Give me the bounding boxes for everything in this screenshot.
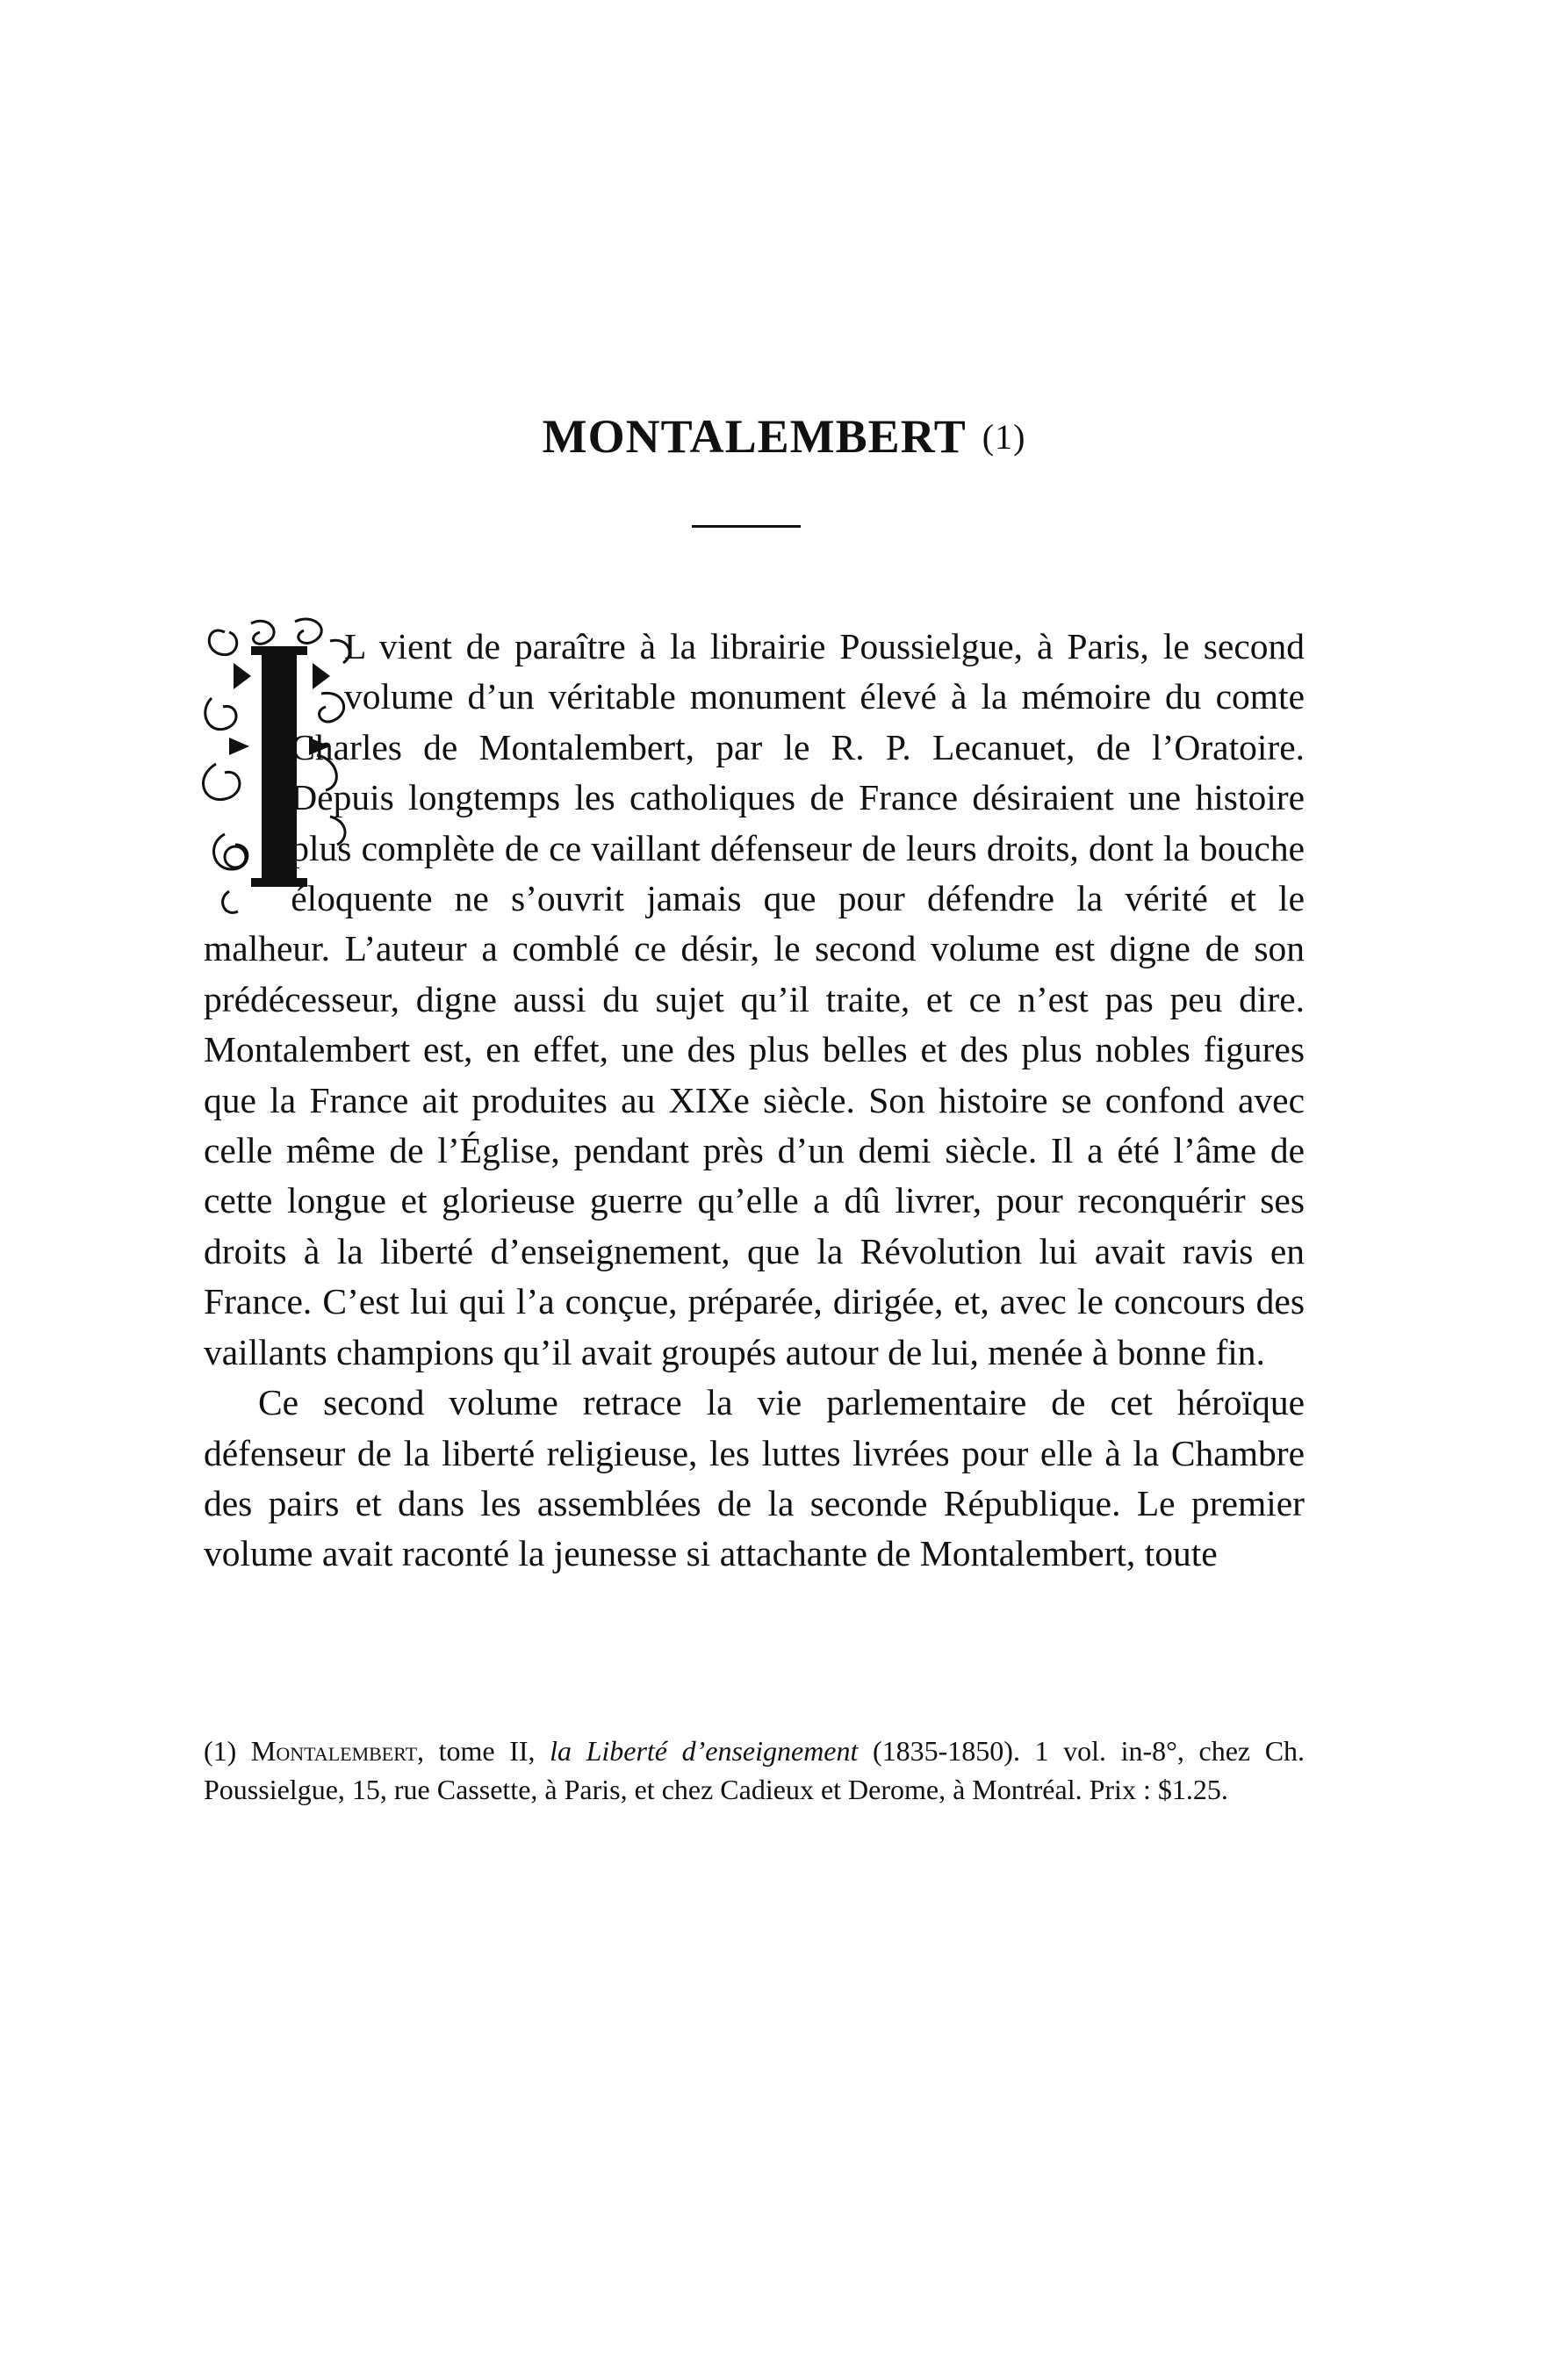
paragraph-2: Ce second volume retrace la vie parlementaire de cet héroïque défenseur de la liberté religieuse, les luttes livrées pour elle à la Chambre des pairs et dans les assemblées de la seconde République. Le premier volume avait raconté la jeunesse si attachante de Montalembert, toute [204,1382,1305,1574]
paragraph-1: L vient de paraître à la librairie Poussielgue, à Paris, le second volume d’un véritable monument élevé à la mémoire du comte Charles de Montalembert, par le R. P. Lecanuet, de l’Oratoire. Depuis longtemps les catholiques de France désiraient une histoire plus complète de ce vaillant défenseur de leurs droits, dont la bouche éloquente ne s’ouvrit jamais que pour défendre la vérité et le malheur. L’auteur a comblé ce désir, le second volume est digne de son prédécesseur, digne aussi du sujet qu’il traite, et ce n’est pas peu dire. Montalembert est, en effet, une des plus belles et des plus nobles figures que la France ait produites au XIXe siècle. Son histoire se confond avec celle même de l’Église, pendant près d’un demi siècle. Il a été l’âme de cette longue et glorieuse guerre qu’elle a dû livrer, pour reconquérir ses droits à la liberté d’enseignement, que la Révolution lui avait ravis en France. C’est lui qui l’a conçue, préparée, dirigée, et, avec le concours des vaillants champions qu’il avait groupés autour de lui, menée à bonne fin. [204,626,1305,1372]
title-text: MONTALEMBERT [542,410,967,464]
title-rule [692,525,801,528]
footnote-author: Montalembert [250,1735,418,1767]
footnote-reference: (1) [982,417,1026,457]
page-title [0,409,1568,464]
body-text [204,622,1305,1580]
footnote-marker: (1) [204,1735,237,1767]
footnote-text-1: , tome II, [417,1735,550,1767]
footnote [204,1732,1305,1809]
footnote-text-2: (1835-1850). 1 vol. in-8°, chez Ch. Poussielgue, 15, rue Cassette, à Paris, et chez Cadieux et Derome, à Montréal. Prix : $1.25. [204,1735,1305,1805]
footnote-title: la Liberté d’enseignement [550,1735,859,1767]
